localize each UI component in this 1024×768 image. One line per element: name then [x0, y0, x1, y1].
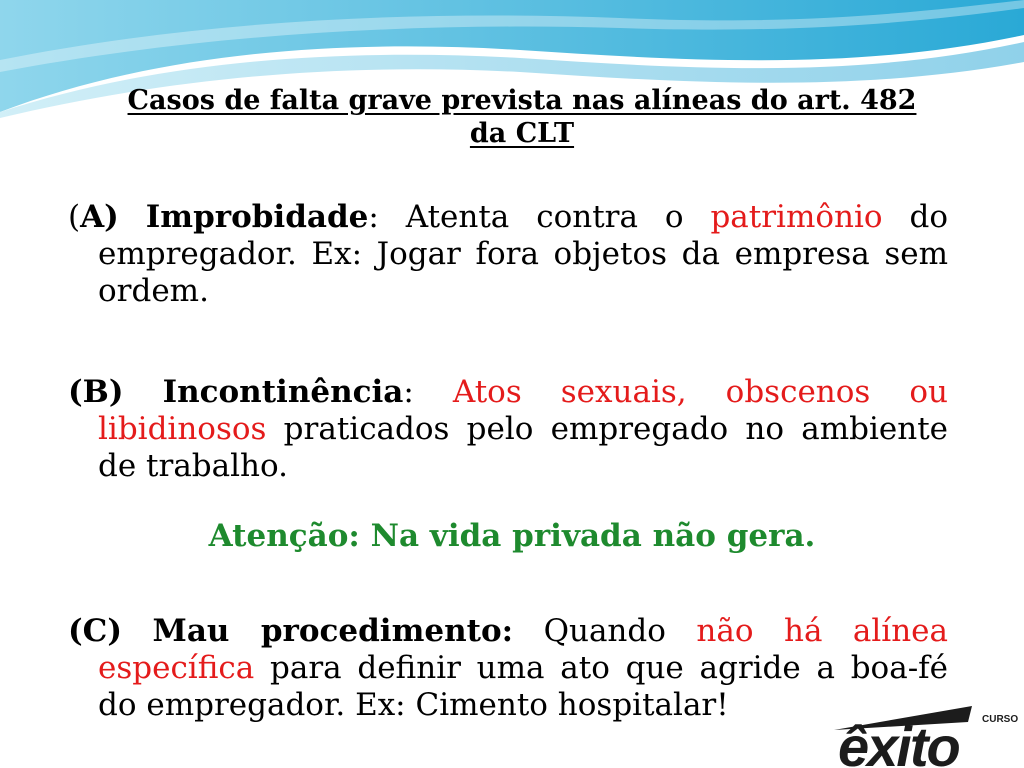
item-a-highlight: patrimônio: [710, 199, 883, 235]
item-c-term: Mau procedimento:: [152, 613, 514, 649]
logo-small-text: CURSO: [982, 714, 1019, 725]
item-b-text-2: praticados pelo empregado no ambiente de trabalho.: [98, 411, 948, 484]
exito-logo: [832, 700, 1019, 768]
item-a-text-1: Atenta contra o: [378, 199, 711, 235]
item-c-text-2: para definir uma ato que agride a boa-fé do empregador. Ex: Cimento hospitalar!: [98, 650, 948, 723]
item-a-label: (A): [68, 199, 119, 235]
item-b-term: Incontinência: [162, 374, 404, 410]
item-a-term: Improbidade: [145, 199, 369, 235]
slide-title: [70, 84, 974, 150]
item-a-improbidade: (A) Improbidade: Atenta contra o patrimônio do empregador. Ex: Jogar fora objetos da empresa sem ordem.: [68, 199, 948, 309]
item-b-highlight: Atos sexuais, obscenos ou libidinosos: [98, 374, 948, 447]
item-b-incontinencia: (B) Incontinência: Atos sexuais, obscenos ou libidinosos praticados pelo empregado no ambiente de trabalho.: [68, 374, 948, 484]
item-c-highlight: não há alínea específica: [98, 613, 949, 686]
item-a-text-2: do empregador. Ex: Jogar fora objetos da empresa sem ordem.: [98, 199, 948, 309]
title-line-2: da CLT: [469, 118, 575, 149]
item-c-label: (C): [68, 613, 123, 649]
item-b-label: (B): [68, 374, 124, 410]
item-c-text-1: Quando: [513, 613, 697, 649]
attention-note: Atenção: Na vida privada não gera.: [208, 518, 816, 554]
logo-text: êxito: [838, 715, 959, 768]
item-c-mau-procedimento: [68, 613, 948, 724]
title-line-1: Casos de falta grave prevista nas alíneas do art. 482: [127, 85, 917, 116]
